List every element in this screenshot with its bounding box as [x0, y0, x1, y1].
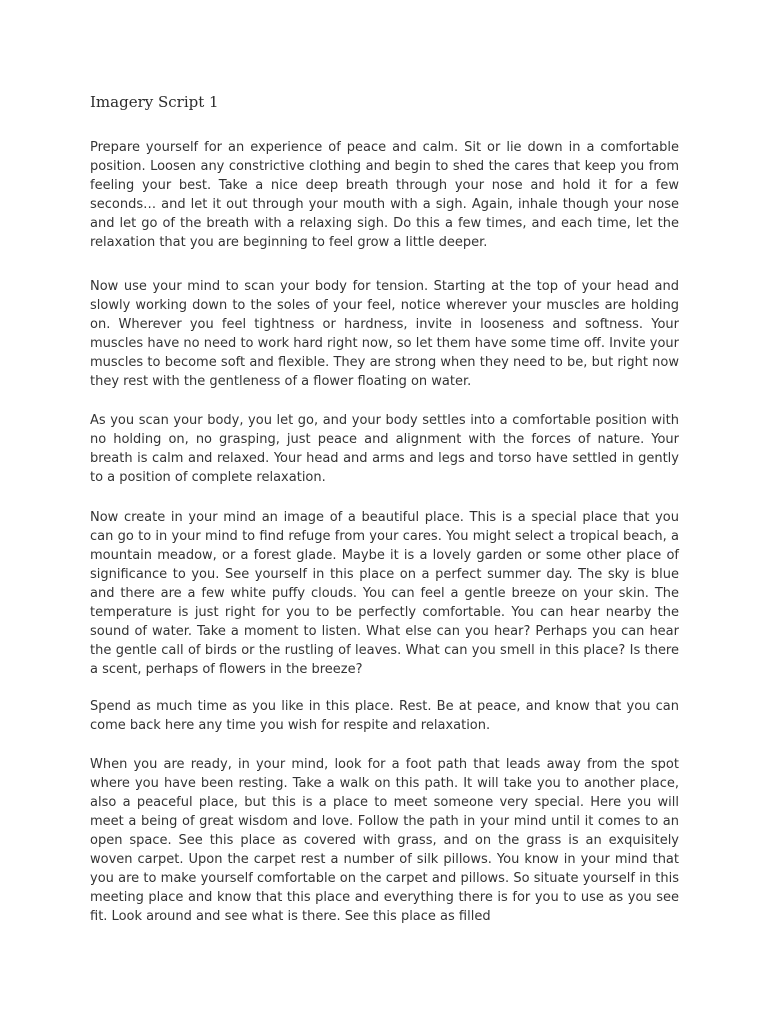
- document-title: Imagery Script 1: [90, 93, 219, 111]
- paragraph-5: Spend as much time as you like in this place. Rest. Be at peace, and know that you can come back here any time you wish for respite and relaxation.: [90, 699, 679, 733]
- paragraph-6: When you are ready, in your mind, look for a foot path that leads away from the spot where you have been resting. Take a walk on this path. It will take you to another place, also a peaceful place, but this is a place to meet someone very special. Here you will meet a being of great wisdom and love. Follow the path in your mind until it comes to an open space. See this place as covered with grass, and on the grass is an exquisitely woven carpet. Upon the carpet rest a number of silk pillows. You know in your mind that you are to make yourself comfortable on the carpet and pillows. So situate yourself in this meeting place and know that this place and everything there is for you to use as you see fit. Look around and see what is there. See this place as filled: [90, 757, 679, 924]
- paragraph-2: Now use your mind to scan your body for tension. Starting at the top of your head and slowly working down to the soles of your feel, notice wherever your muscles are holding on. Wherever you feel tightness or hardness, invite in looseness and softness. Your muscles have no need to work hard right now, so let them have some time off. Invite your muscles to become soft and flexible. They are strong when they need to be, but right now they rest with the gentleness of a flower floating on water.: [90, 279, 679, 389]
- paragraph-3: As you scan your body, you let go, and your body settles into a comfortable position with no holding on, no grasping, just peace and alignment with the forces of nature. Your breath is calm and relaxed. Your head and arms and legs and torso have settled in gently to a position of complete relaxation.: [90, 413, 679, 485]
- paragraph-1: Prepare yourself for an experience of peace and calm. Sit or lie down in a comfortable position. Loosen any constrictive clothing and begin to shed the cares that keep you from feeling your best. Take a nice deep breath through your nose and hold it for a few seconds… and let it out through your mouth with a sigh. Again, inhale though your nose and let go of the breath with a relaxing sigh. Do this a few times, and each time, let the relaxation that you are beginning to feel grow a little deeper.: [90, 140, 679, 250]
- paragraph-4: Now create in your mind an image of a beautiful place. This is a special place that you can go to in your mind to find refuge from your cares. You might select a tropical beach, a mountain meadow, or a forest glade. Maybe it is a lovely garden or some other place of significance to you. See yourself in this place on a perfect summer day. The sky is blue and there are a few white puffy clouds. You can feel a gentle breeze on your skin. The temperature is just right for you to be perfectly comfortable. You can hear nearby the sound of water. Take a moment to listen. What else can you hear? Perhaps you can hear the gentle call of birds or the rustling of leaves. What can you smell in this place? Is there a scent, perhaps of flowers in the breeze?: [90, 510, 679, 677]
